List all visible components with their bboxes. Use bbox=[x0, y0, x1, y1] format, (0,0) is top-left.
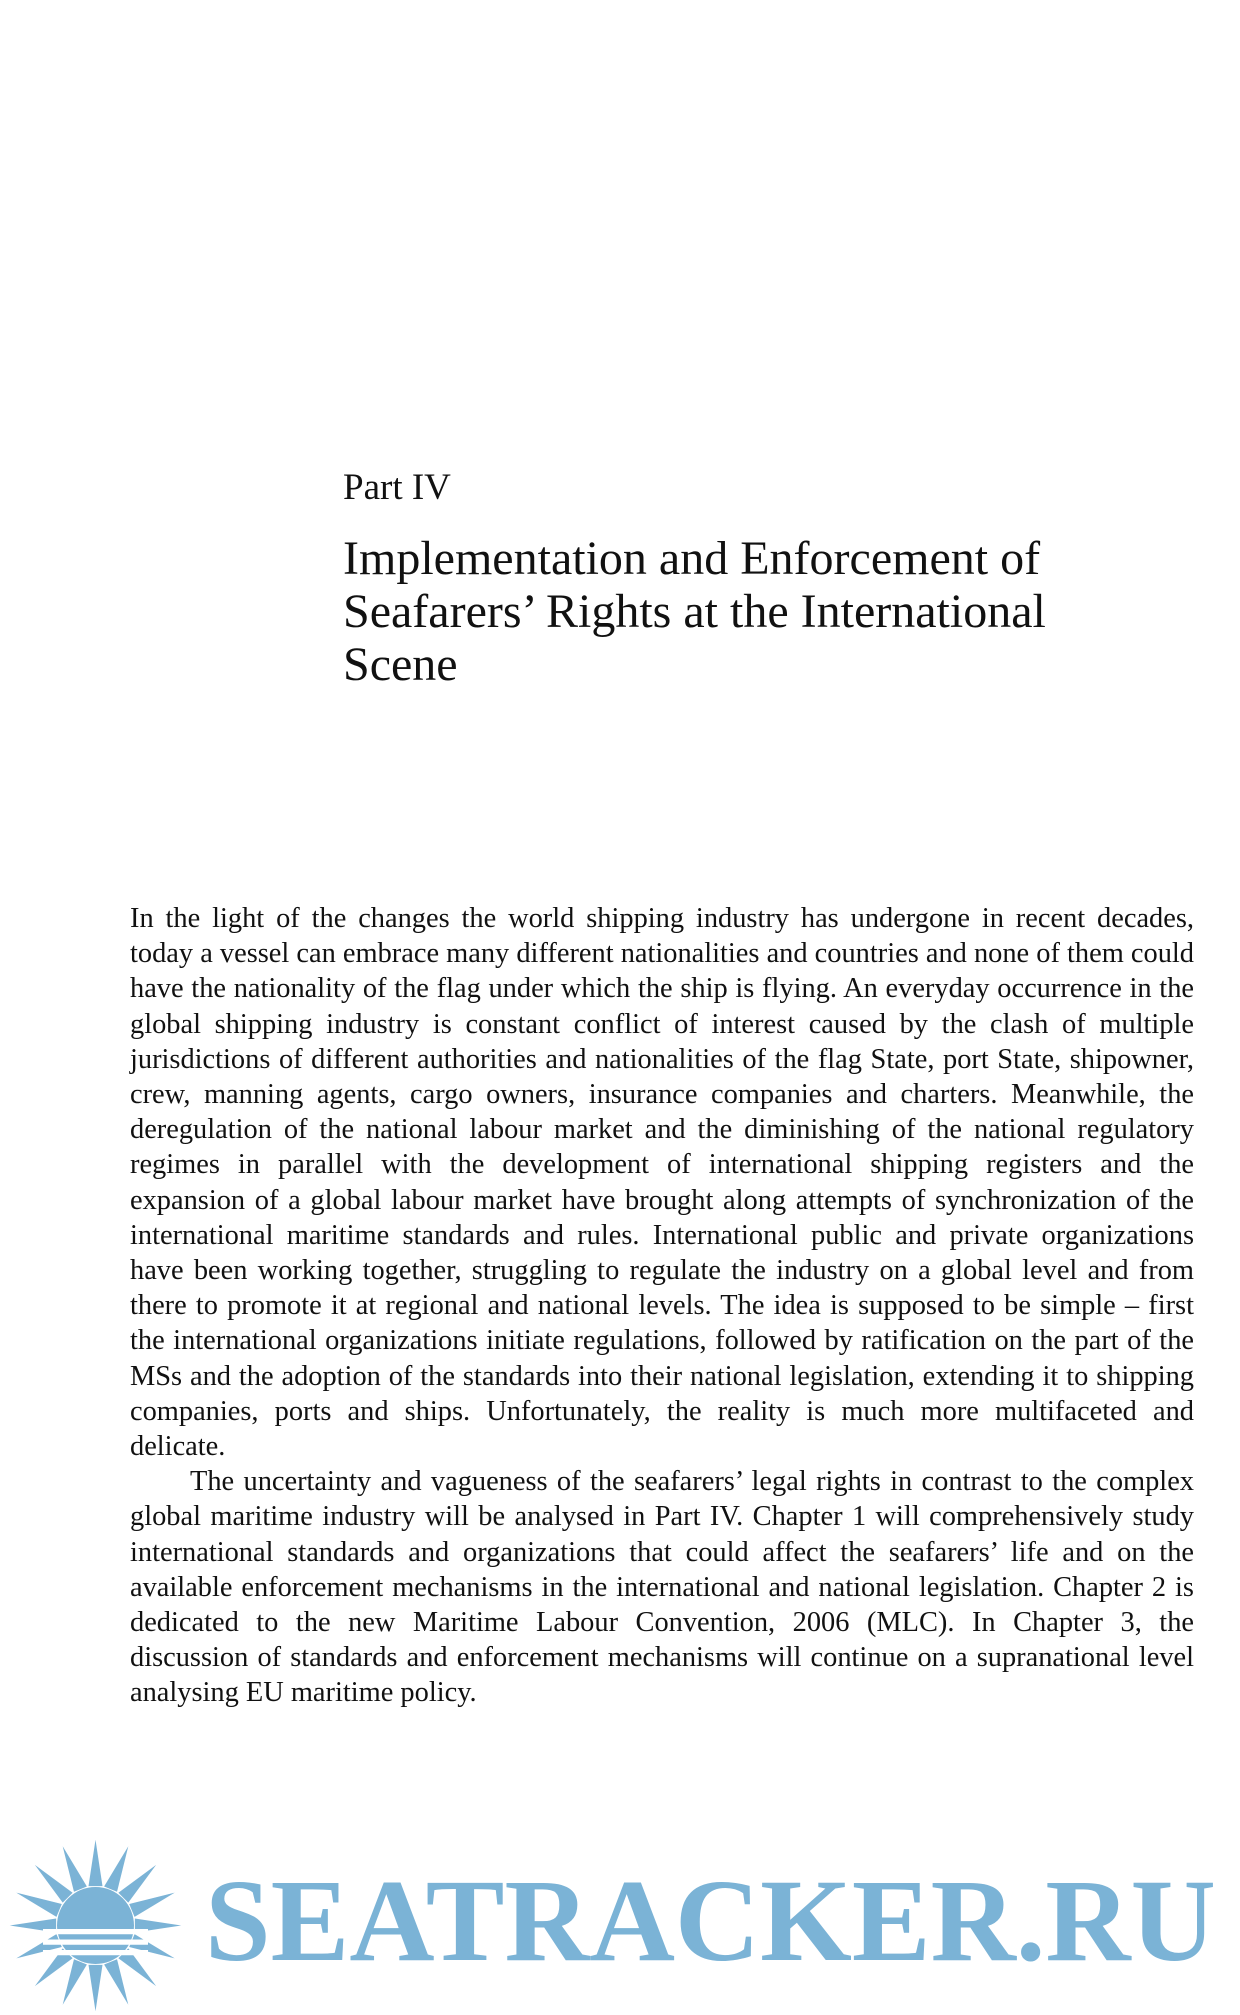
part-label: Part IV bbox=[343, 467, 451, 508]
watermark-text: SEATRACKER.RU bbox=[205, 1855, 1216, 1986]
body-text bbox=[130, 901, 1194, 1711]
sun-icon bbox=[8, 1838, 183, 2013]
paragraph-2: The uncertainty and vagueness of the seafarers’ legal rights in contrast to the complex global maritime industry will be analysed in Part IV. Chapter 1 will comprehensively study international standards and organizations that could affect the seafarers’ life and on the available enforcement mechanisms in the international and national legislation. Chapter 2 is dedicated to the new Maritime Labour Convention, 2006 (MLC). In Chapter 3, the discussion of standards and enforcement mechanisms will continue on a supranational level analysing EU maritime policy. bbox=[130, 1466, 1194, 1709]
paragraph-1: In the light of the changes the world shipping industry has undergone in recent decades, today a vessel can embrace many different nationalities and countries and none of them could have the nationality of the flag under which the ship is flying. An everyday occurrence in the global shipping industry is constant conflict of interest caused by the clash of multiple jurisdictions of different authorities and nationalities of the flag State, port State, shipowner, crew, manning agents, cargo owners, insurance companies and charters. Meanwhile, the deregulation of the national labour market and the diminishing of the national regulatory regimes in parallel with the development of international shipping registers and the expansion of a global labour market have brought along attempts of synchronization of the international maritime standards and rules. International public and private organizations have been working together, struggling to regulate the industry on a global level and from there to promote it at regional and national levels. The idea is supposed to be simple – first the international organizations initiate regulations, followed by ratification on the part of the MSs and the adoption of the standards into their national legislation, extending it to shipping companies, ports and ships. Unfortunately, the reality is much more multifaceted and delicate. bbox=[130, 903, 1194, 1463]
watermark bbox=[0, 1836, 1240, 2015]
part-title: Implementation and Enforcement of Seafarers’ Rights at the International Scene bbox=[343, 532, 1046, 691]
